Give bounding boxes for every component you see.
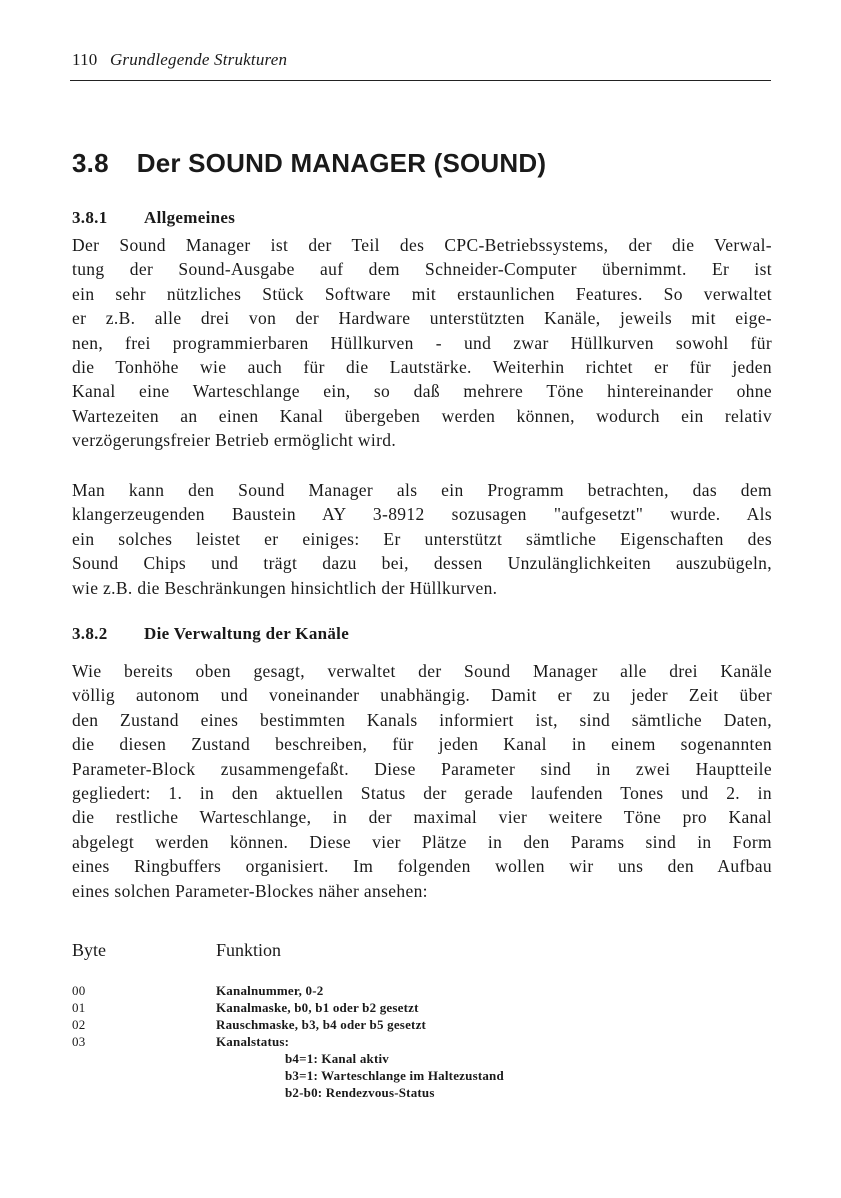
header-rule [70, 80, 771, 81]
table-cell-function: Kanalnummer, 0-2 [216, 983, 324, 998]
table-cell-function: Rauschmaske, b3, b4 oder b5 gesetzt [216, 1017, 427, 1032]
text-line: Parameter-Block zusammengefaßt. Diese Parameter sind in zwei Hauptteile [72, 758, 772, 779]
paragraph [72, 659, 772, 903]
paragraph [72, 233, 772, 453]
text-line: die restliche Warteschlange, in der maximal vier weitere Töne pro Kanal [72, 807, 772, 828]
table-subcell-function: b4=1: Kanal aktiv [285, 1051, 389, 1066]
text-line: eines Ringbuffers organisiert. Im folgenden wollen wir uns den Aufbau [72, 856, 772, 877]
table-cell-byte: 00 [72, 983, 86, 998]
text-line: tung der Sound-Ausgabe auf dem Schneider-Computer übernimmt. Er ist [72, 259, 772, 280]
text-line: Der Sound Manager ist der Teil des CPC-Betriebssystems, der die Verwal- [72, 235, 772, 255]
chapter-title [72, 148, 546, 179]
text-line: nen, frei programmierbaren Hüllkurven - und zwar Hüllkurven sowohl für [72, 332, 772, 353]
running-title: Grundlegende Strukturen [109, 50, 288, 69]
text-line: die diesen Zustand beschreiben, für jeden Kanal in einem sogenannten [72, 734, 772, 755]
text-line: Sound Chips und trägt dazu bei, dessen Unzulänglichkeiten auszubügeln, [72, 553, 772, 574]
section-heading [72, 208, 235, 228]
page-number: 110 [72, 50, 98, 69]
text-line: er z.B. alle drei von der Hardware unterstützten Kanäle, jeweils mit eige- [72, 308, 772, 329]
text-line: ein sehr nützliches Stück Software mit erstaunlichen Features. So verwaltet [72, 283, 772, 304]
text-line: gegliedert: 1. in den aktuellen Status der gerade laufenden Tones und 2. in [72, 783, 772, 804]
table-cell-byte: 01 [72, 1000, 86, 1015]
table-cell-function: Kanalmaske, b0, b1 oder b2 gesetzt [216, 1000, 419, 1015]
table-subcell-function: b2-b0: Rendezvous-Status [285, 1085, 435, 1100]
chapter-number: 3.8 [72, 148, 109, 178]
section-title: Die Verwaltung der Kanäle [144, 624, 350, 643]
text-line: völlig autonom und voneinander unabhängig. Damit er zu jeder Zeit über [72, 685, 772, 706]
table-header-function: Funktion [216, 940, 282, 960]
text-line: Man kann den Sound Manager als ein Programm betrachten, das dem [72, 480, 772, 500]
text-line: Kanal eine Warteschlange ein, so daß mehrere Töne hintereinander ohne [72, 381, 772, 402]
table-subcell-function: b3=1: Warteschlange im Haltezustand [285, 1068, 504, 1083]
text-line: den Zustand eines bestimmten Kanals informiert ist, sind sämtliche Daten, [72, 709, 772, 730]
table-cell-function: Kanalstatus: [216, 1034, 290, 1049]
section-number: 3.8.2 [72, 624, 108, 643]
paragraph [72, 478, 772, 600]
section-title: Allgemeines [144, 208, 236, 227]
text-line: wie z.B. die Beschränkungen hinsichtlich der Hüllkurven. [72, 577, 498, 598]
section-number: 3.8.1 [72, 208, 108, 227]
table-cell-byte: 03 [72, 1034, 86, 1049]
table-cell-byte: 02 [72, 1017, 86, 1032]
text-line: verzögerungsfreier Betrieb ermöglicht wird. [72, 430, 397, 451]
chapter-title-text: Der SOUND MANAGER (SOUND) [136, 148, 547, 178]
section-heading [72, 624, 349, 644]
text-line: eines solchen Parameter-Blockes näher ansehen: [72, 880, 428, 901]
text-line: klangerzeugenden Baustein AY 3-8912 sozusagen "aufgesetzt" wurde. Als [72, 504, 772, 525]
text-line: abgelegt werden können. Diese vier Plätze in den Params sind in Form [72, 831, 772, 852]
running-header [72, 50, 772, 70]
text-line: Wartezeiten an einen Kanal übergeben werden können, wodurch ein relativ [72, 405, 772, 426]
table-header-byte: Byte [72, 940, 106, 960]
text-line: die Tonhöhe wie auch für die Lautstärke. Weiterhin richtet er für jeden [72, 357, 772, 378]
text-line: Wie bereits oben gesagt, verwaltet der Sound Manager alle drei Kanäle [72, 661, 772, 681]
text-line: ein solches leistet er einiges: Er unterstützt sämtliche Eigenschaften des [72, 528, 772, 549]
